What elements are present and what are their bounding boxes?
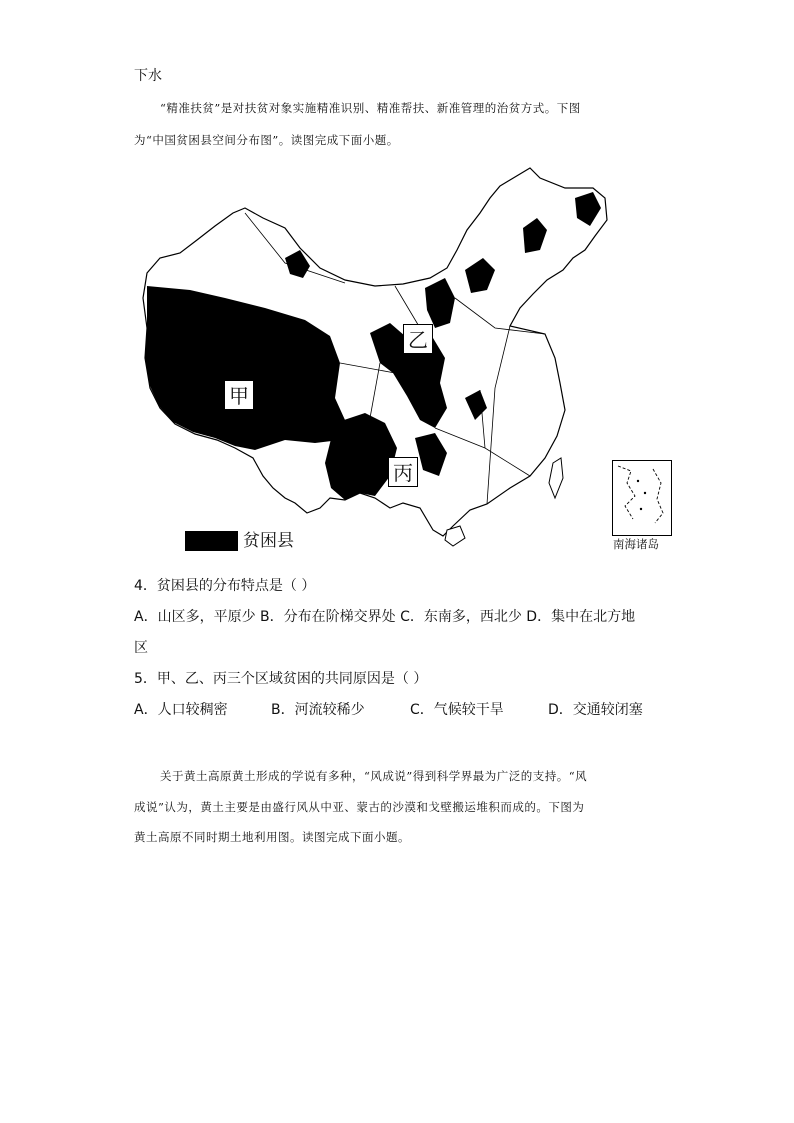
passage-2-line-1: 关于黄土高原黄土形成的学说有多种，“风成说”得到科学界最为广泛的支持。“风 <box>160 769 588 783</box>
question-4-options-line-2: 区 <box>134 640 148 656</box>
intro-line-1: “精准扶贫”是对扶贫对象实施精准识别、精准帮扶、新准管理的治贫方式。下图 <box>160 101 581 115</box>
inset-label: 南海诸岛 <box>613 537 659 551</box>
legend-swatch <box>185 531 238 551</box>
inset-islands-drawing <box>613 461 670 534</box>
question-5-option-c: C．气候较干旱 <box>410 702 504 718</box>
question-5-option-b: B．河流较稀少 <box>271 702 365 718</box>
question-4-options-line-1: A．山区多，平原少 B．分布在阶梯交界处 C．东南多，西北少 D．集中在北方地 <box>134 609 636 625</box>
region-label-yi: 乙 <box>403 324 433 354</box>
question-5-option-a: A．人口较稠密 <box>134 702 228 718</box>
question-5-stem: 5．甲、乙、丙三个区域贫困的共同原因是（ ） <box>134 671 428 687</box>
passage-2-line-2: 成说”认为，黄土主要是由盛行风从中亚、蒙古的沙漠和戈壁搬运堆积而成的。下图为 <box>134 800 585 814</box>
intro-line-2: 为“中国贫困县空间分布图”。读图完成下面小题。 <box>134 133 399 147</box>
region-label-jia: 甲 <box>224 380 254 410</box>
legend-label: 贫困县 <box>243 531 294 551</box>
passage-2-line-3: 黄土高原不同时期土地利用图。读图完成下面小题。 <box>134 830 410 844</box>
south-china-sea-inset <box>612 460 672 536</box>
poverty-county-map <box>135 158 675 556</box>
page-fragment-text: 下水 <box>134 68 162 84</box>
question-4-stem: 4．贫困县的分布特点是（ ） <box>134 578 316 594</box>
china-map-outline <box>135 158 675 556</box>
question-5-option-d: D．交通较闭塞 <box>548 702 643 718</box>
region-label-bing: 丙 <box>388 457 418 487</box>
